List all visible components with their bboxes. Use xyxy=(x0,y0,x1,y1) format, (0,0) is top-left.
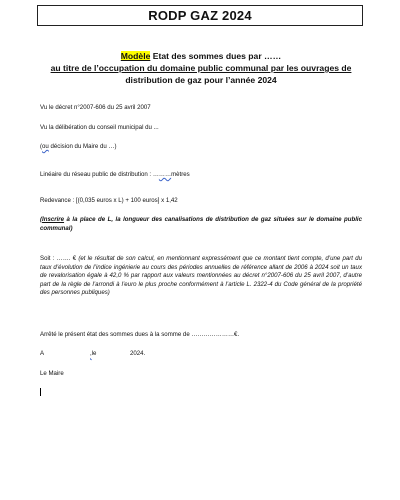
le-squig-mark: , xyxy=(90,350,92,357)
heading-line-1 xyxy=(30,50,372,62)
ou-word: ou xyxy=(42,143,49,150)
heading-line-2: au titre de l’occupation du domaine public communal par les ouvrages de xyxy=(50,63,352,73)
heading-line-3: distribution de gaz pour l’année 2024 xyxy=(125,75,277,85)
document-heading xyxy=(30,50,372,86)
year-label: 2024. xyxy=(130,350,146,357)
le-label xyxy=(90,350,96,358)
lineaire-dots: … xyxy=(152,171,159,178)
a-label: A xyxy=(40,350,45,357)
inscrire-word: Inscrire xyxy=(42,216,65,223)
model-word: Modèle xyxy=(120,51,151,61)
lineaire-reseau xyxy=(40,171,190,179)
arrete-line: Arrêté le présent état des sommes dues à la somme de …………………€. xyxy=(40,331,240,338)
ou-rest: décision du Maire du …) xyxy=(48,143,117,150)
ou-decision: (ou décision du Maire du …) xyxy=(40,143,117,150)
soit-text: (et le résultat de son calcul, en mentionnant expressément que ce montant tient compte, d’une part du taux d’évolution de l’indice ingénierie au cours des périodes annuelles de référence allant de 2006 à 2024 soit un taux de revalorisation égale à 42,0 % par rapport aux valeurs mentionnées au décret n°2007-606 du 25 avril 2007, d’autre part de la règle de l’arrondi à l’euro le plus proche conformément à l’article L. 2322-4 du Code général de la propriété des personnes publiques) xyxy=(40,255,362,297)
soit-paragraph xyxy=(40,255,362,298)
redevance-formula: Redevance : [(0,035 euros x L) + 100 euros] x 1,42 xyxy=(40,197,178,204)
heading-line-1-rest: Etat des sommes dues par …… xyxy=(150,51,282,61)
lineaire-squig: …… xyxy=(158,171,172,178)
inscrire-rest: à la place de L, la longueur des canalisations de distribution de gaz situées sur le domaine public communal) xyxy=(40,216,362,232)
signature-place-date xyxy=(40,350,340,358)
lineaire-prefix: Linéaire du réseau public de distribution : xyxy=(40,171,153,178)
vu-decret: Vu le décret n°2007-606 du 25 avril 2007 xyxy=(40,104,151,111)
vu-deliberation: Vu la délibération du conseil municipal du ... xyxy=(40,124,159,131)
le-maire: Le Maire xyxy=(40,370,64,377)
page-title: RODP GAZ 2024 xyxy=(37,5,363,26)
le-text: le xyxy=(91,350,97,357)
text-cursor[interactable] xyxy=(40,388,41,396)
lineaire-suffix: mètres xyxy=(171,171,190,178)
soit-prefix: Soit : ……. € xyxy=(40,255,79,262)
inscrire-note: (Inscrire à la place de L, la longueur des canalisations de distribution de gaz situées sur le domaine public communal) xyxy=(40,216,362,232)
